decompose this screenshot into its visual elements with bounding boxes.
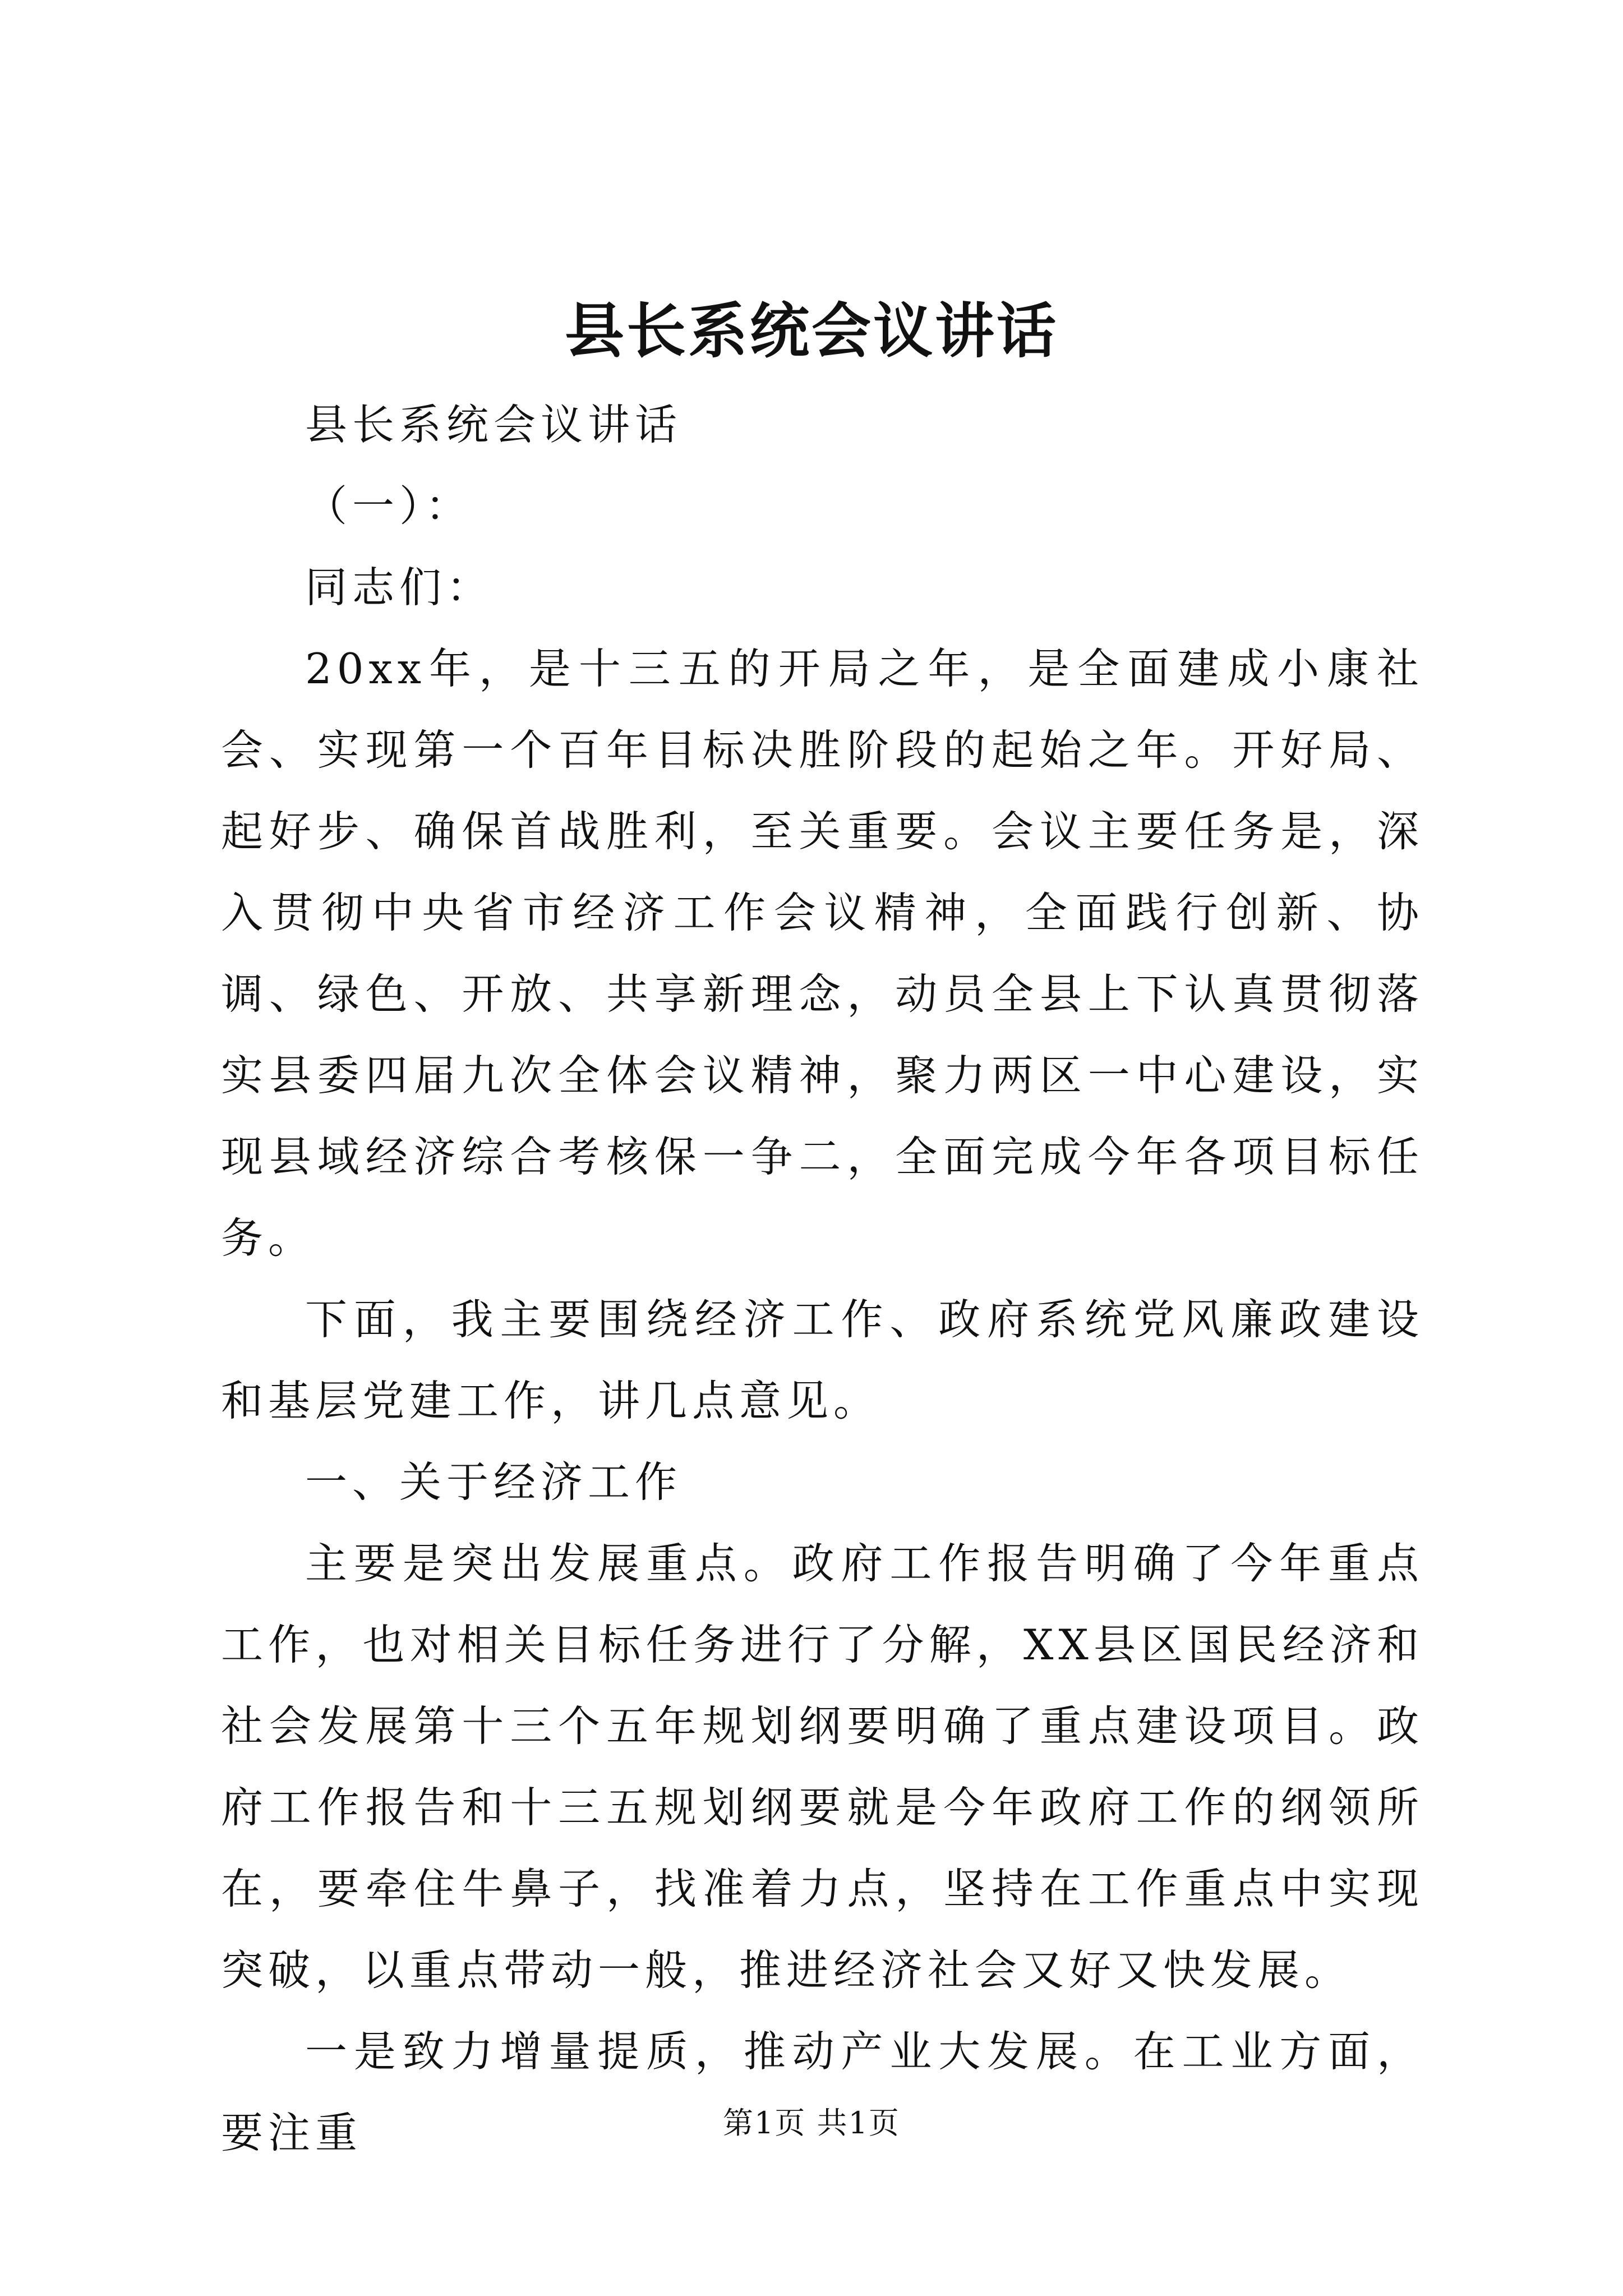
- salutation-paragraph: 同志们：: [305, 563, 494, 612]
- body-paragraph: 主要是突出发展重点。政府工作报告明确了今年重点工作，也对相关目标任务进行了分解，XX县区国民经济和社会发展第十三个五年规划纲要明确了重点建设项目。政府工作报告和十三五规划纲要就是今年政府工作的纲领所在，要牵住牛鼻子，找准着力点，坚持在工作重点中实现突破，以重点带动一般，推进经济社会又好又快发展。: [221, 1539, 1424, 1995]
- body-paragraph: 一是致力增量提质，推动产业大发展。在工业方面，要注重: [221, 2027, 1424, 2157]
- subtitle-paragraph: 县长系统会议讲话: [305, 400, 683, 449]
- document-title: 县长系统会议讲话: [565, 296, 1058, 366]
- document-body: [221, 384, 1424, 2174]
- section-number-paragraph: （一）：: [305, 481, 473, 531]
- page-footer: 第1页 共1页: [723, 2105, 900, 2141]
- body-paragraph: 20xx年，是十三五的开局之年，是全面建成小康社会、实现第一个百年目标决胜阶段的起始之年。开好局、起好步、确保首战胜利，至关重要。会议主要任务是，深入贯彻中央省市经济工作会议精神，全面践行创新、协调、绿色、开放、共享新理念，动员全县上下认真贯彻落实县委四届九次全体会议精神，聚力两区一中心建设，实现县域经济综合考核保一争二，全面完成今年各项目标任务。: [221, 644, 1424, 1263]
- body-paragraph: 下面，我主要围绕经济工作、政府系统党风廉政建设和基层党建工作，讲几点意见。: [221, 1295, 1424, 1425]
- section-heading: 一、关于经济工作: [305, 1457, 683, 1507]
